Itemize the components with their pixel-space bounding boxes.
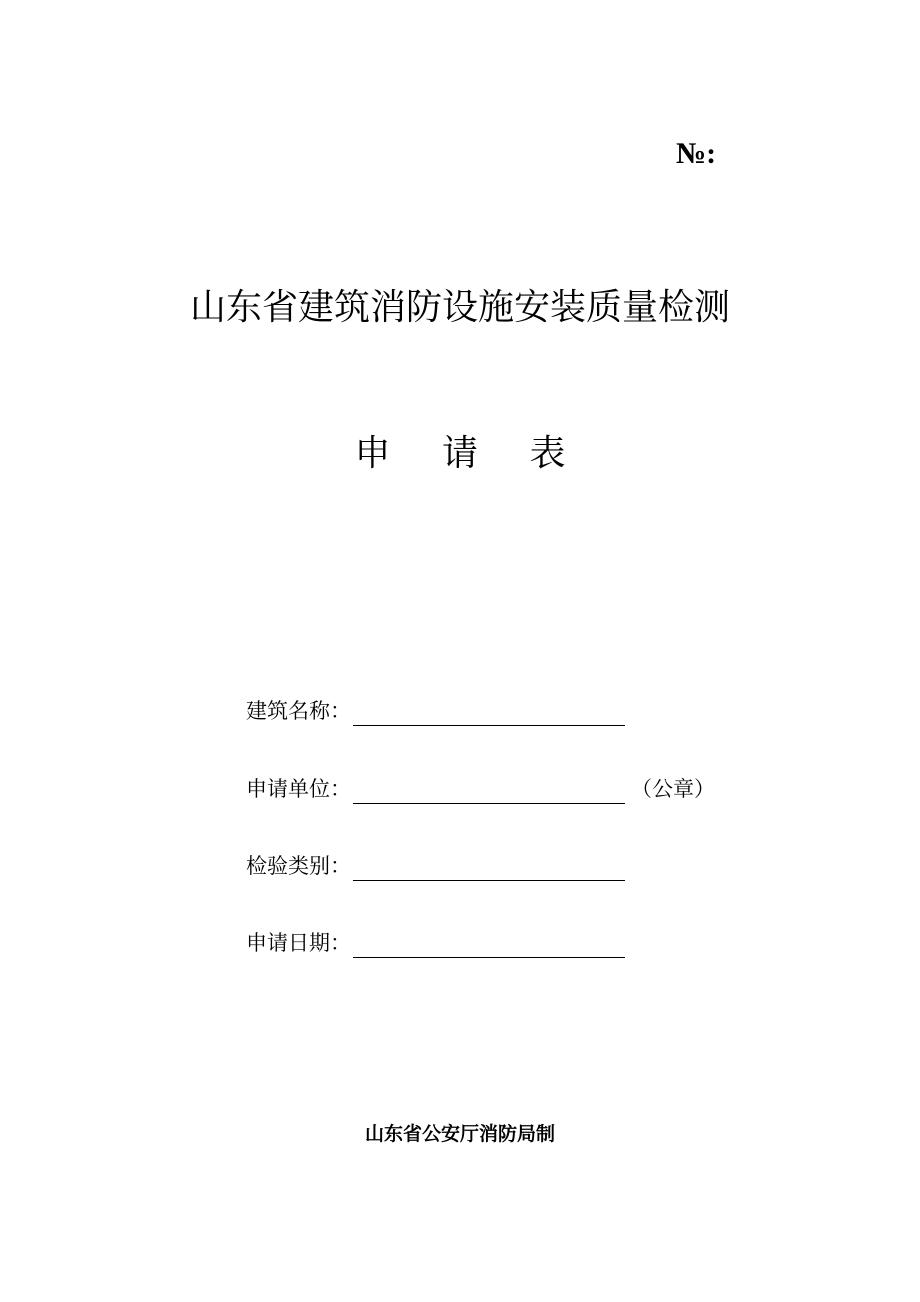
application-date-blank[interactable] [353,935,625,958]
document-subtitle [0,428,920,480]
field-applicant-unit [246,772,715,804]
field-label: 申请单位： [246,777,351,801]
subtitle-char: 申 [354,433,391,474]
building-name-blank[interactable] [353,703,625,726]
document-number-label: №: [676,137,717,170]
document-title: 山东省建筑消防设施安装质量检测 [189,287,730,328]
issuer-footer: 山东省公安厅消防局制 [364,1123,555,1145]
inspection-category-blank[interactable] [353,858,625,881]
official-seal-note: （公章） [631,777,715,801]
subtitle-char: 表 [529,433,566,474]
field-label: 建筑名称： [246,699,351,723]
field-label: 申请日期： [246,931,351,955]
field-inspection-category [246,849,625,881]
field-application-date [246,926,625,958]
applicant-unit-blank[interactable] [353,781,625,804]
field-label: 检验类别： [246,854,351,878]
subtitle-char: 请 [441,433,478,474]
field-building-name [246,694,625,726]
